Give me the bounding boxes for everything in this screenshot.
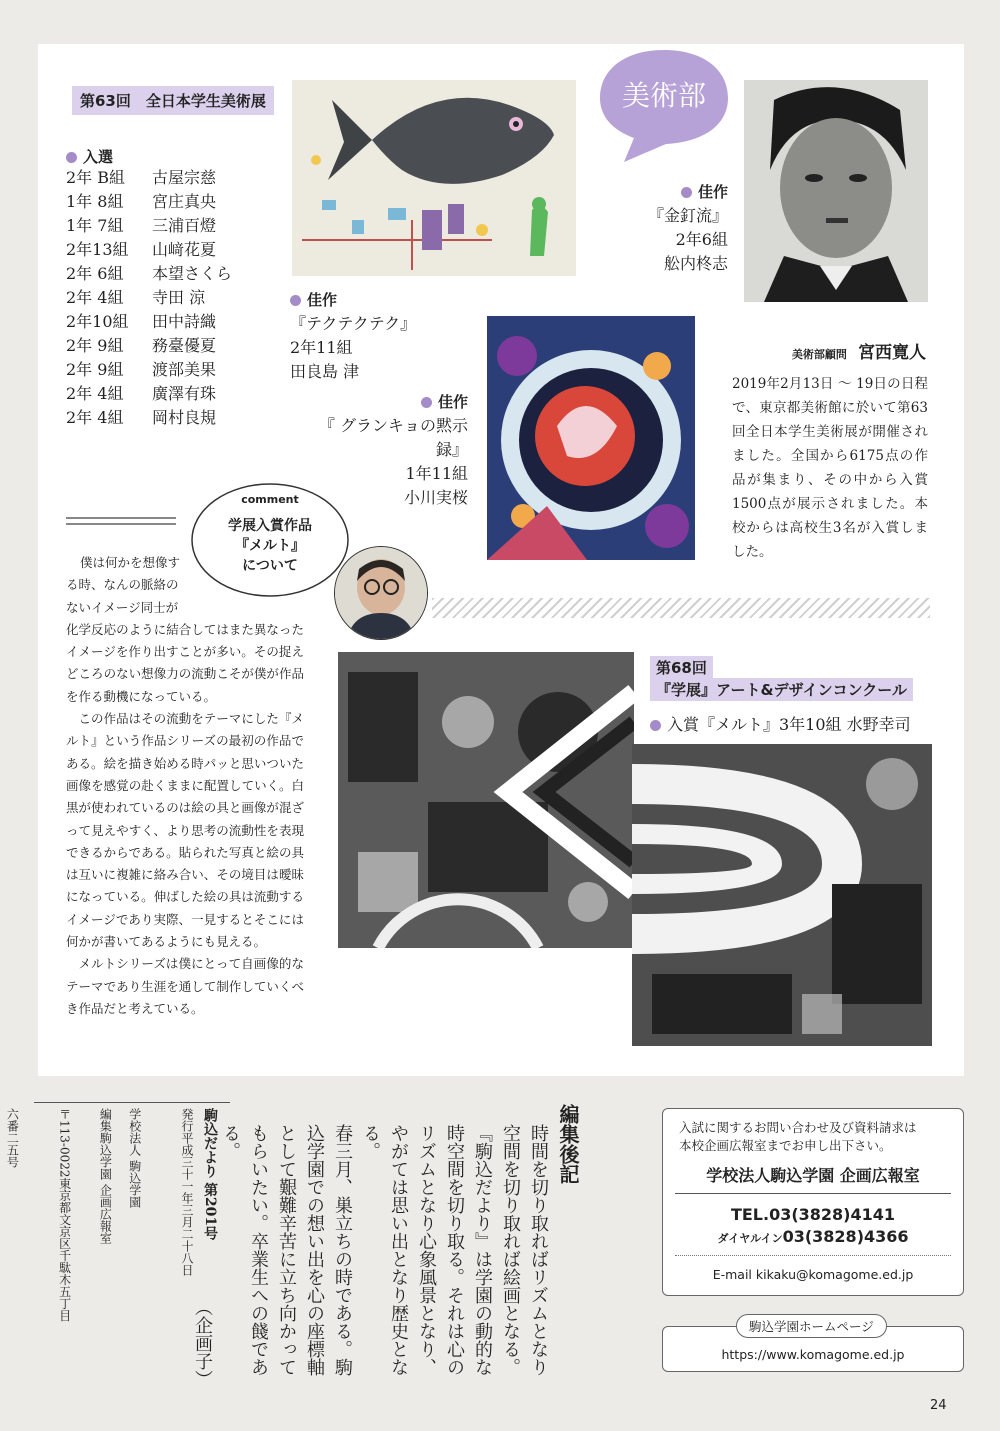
award-label: 佳作 — [307, 291, 338, 309]
artwork-melt-left — [338, 652, 634, 948]
selected-row — [66, 358, 266, 382]
award-tekuteku — [290, 288, 416, 384]
comment-line: る時、なんの脈絡の — [66, 577, 179, 593]
divider — [675, 1255, 951, 1256]
colophon-row — [74, 1108, 115, 1348]
selected-name: 務臺優夏 — [152, 336, 217, 355]
contest-award-text: 入賞『メルト』3年10組 水野幸司 — [667, 715, 911, 734]
contest-title-line1: 第68回 — [650, 656, 713, 679]
selected-class: 1年 7組 — [66, 216, 124, 235]
award-name: 舩内柊志 — [663, 254, 728, 273]
comment-body — [66, 552, 304, 1020]
divider — [66, 517, 176, 525]
artwork-grankyo-image — [487, 316, 695, 560]
selected-name: 寺田 涼 — [152, 288, 206, 307]
selected-name: 本望さくら — [152, 264, 233, 283]
colophon-value: 学校法人 駒込学園 — [127, 1108, 142, 1208]
homepage-url-link[interactable]: https://www.komagome.ed.jp — [721, 1347, 905, 1362]
exhibition-title: 第63回 全日本学生美術展 — [72, 86, 274, 115]
editorial-paragraph: 時間を切り取ればリズムとなり空間を切り取れば絵画となる。『駒込だより』は学園の動的な時空間を切り取る。それは心のリズムとなり心象風景となり、やがては思い出となり歴史となる。 — [360, 1124, 549, 1376]
editorial-paragraph: 春三月、巣立ちの時である。駒込学園での想い出を心の座標軸として艱難辛苦に立ち向かってもらいたい。卒業生への餞である。 — [220, 1124, 353, 1376]
selected-row — [66, 214, 266, 238]
colophon-label: 編集 — [98, 1108, 113, 1132]
comment-line: 僕は何かを想像す — [80, 555, 181, 570]
selected-name: 田中詩織 — [152, 312, 217, 331]
selected-row — [66, 406, 266, 430]
advisor — [770, 338, 926, 363]
selected-class: 2年 6組 — [66, 264, 124, 283]
selected-heading — [66, 146, 113, 167]
colophon-label: 発行 — [180, 1108, 194, 1132]
colophon-value: 平成三十一年三月二十八日 — [180, 1132, 194, 1276]
colophon-row — [0, 1108, 33, 1348]
selected-class: 2年10組 — [66, 312, 129, 331]
selected-name: 廣澤有珠 — [152, 384, 217, 403]
homepage-label: 駒込学園ホームページ — [736, 1314, 887, 1338]
award-class: 2年6組 — [675, 230, 728, 249]
editorial-sign: （企画子） — [192, 1298, 213, 1388]
hatched-divider — [432, 598, 930, 618]
contact-intro-line: 入試に関するお問い合わせ及び資料請求は — [679, 1120, 917, 1135]
comment-paragraph: この作品はその流動をテーマにした『メルト』という作品シリーズの最初の作品である。絵を描き始める時パッと思いついた画像を感覚の赴くままに配置していく。白黒が使われているのは絵の具と画像が混ざって見えやすく、より思考の流動性を表現できるからである。貼られた写真と絵の具は互いに複雑に絡み合い、その境目は曖昧になっている。伸ばした絵の具は流動するイメージであり実際、一見するとそこには何かが書いてあるようにも見える。 — [66, 711, 304, 950]
colophon-row — [114, 1108, 155, 1348]
divider — [675, 1193, 951, 1194]
contact-dial — [663, 1227, 963, 1246]
contact-intro-line: 本校企画広報室までお申し出下さい。 — [679, 1138, 892, 1153]
award-label: 佳作 — [437, 393, 468, 411]
selected-name: 山﨑花夏 — [152, 240, 217, 259]
award-name: 小川実桜 — [403, 488, 468, 507]
artwork-portrait-image — [744, 80, 928, 302]
selected-label: 入選 — [83, 148, 114, 166]
selected-row — [66, 334, 266, 358]
selected-row — [66, 190, 266, 214]
artwork-kanekugiryu-image — [292, 80, 576, 276]
selected-name: 古屋宗慈 — [152, 168, 217, 187]
selected-class: 2年 4組 — [66, 384, 124, 403]
contact-dial-label: ダイヤルイン — [717, 1232, 783, 1245]
colophon-label: 〒113-0022 — [57, 1108, 72, 1178]
colophon-value: 東京都文京区千駄木五丁目 — [57, 1177, 72, 1322]
comment-paragraph: メルトシリーズは僕にとって自画像的なテーマであり生涯を通して制作していくべき作品だと考えている。 — [66, 956, 304, 1016]
selected-class: 2年 9組 — [66, 336, 124, 355]
contest-title-line2: 『学展』アート&デザインコンクール — [650, 678, 913, 701]
page-number: 24 — [930, 1398, 947, 1413]
selected-class: 2年 4組 — [66, 408, 124, 427]
selected-class: 2年 B組 — [66, 168, 126, 187]
comment-tag: comment — [241, 493, 299, 506]
selected-row — [66, 166, 266, 190]
award-work: 『金釘流』 — [647, 206, 728, 225]
bullet-icon — [650, 720, 661, 731]
award-kanekugiryu — [618, 180, 728, 276]
advisor-role: 美術部顧問 — [791, 348, 847, 361]
award-work: 『 グランキョの黙示録』 — [318, 416, 468, 459]
comment-title-line: について — [242, 558, 298, 574]
contact-email-link[interactable]: E-mail kikaku@komagome.ed.jp — [712, 1267, 914, 1282]
selected-row — [66, 238, 266, 262]
award-name: 田良島 津 — [290, 362, 360, 381]
comment-line: ないイメージ同士が — [66, 599, 179, 615]
selected-row — [66, 286, 266, 310]
award-label: 佳作 — [697, 183, 728, 201]
contact-tel: TEL.03(3828)4141 — [730, 1205, 896, 1224]
selected-class: 1年 8組 — [66, 192, 124, 211]
artwork-melt-right — [632, 744, 932, 1046]
colophon-row — [155, 1108, 196, 1348]
colophon-title: 駒込だより 第201号 — [202, 1108, 218, 1241]
selected-class: 2年 4組 — [66, 288, 124, 307]
selected-row — [66, 310, 266, 334]
colophon-rule — [34, 1102, 230, 1103]
advisor-name: 宮西寛人 — [858, 343, 926, 363]
bullet-icon — [290, 295, 301, 306]
selected-name: 岡村良規 — [152, 408, 217, 427]
award-class: 2年11組 — [290, 338, 353, 357]
editorial-heading: 編集後記 — [556, 1104, 580, 1184]
award-class: 1年11組 — [405, 464, 468, 483]
contest-award — [650, 712, 911, 735]
contact-dial-number: 03(3828)4366 — [782, 1227, 909, 1246]
contact-office: 学校法人駒込学園 企画広報室 — [706, 1166, 920, 1185]
colophon-body — [5, 1108, 196, 1348]
award-work: 『テクテクテク』 — [290, 314, 417, 333]
comment-title-line: 学展入賞作品 — [228, 518, 312, 534]
selected-name: 宮庄真央 — [152, 192, 217, 211]
selected-row — [66, 382, 266, 406]
selected-row — [66, 262, 266, 286]
contact-intro — [679, 1119, 917, 1155]
club-bubble — [596, 46, 732, 166]
comment-title-line: 『メルト』 — [235, 538, 305, 554]
selected-class: 2年 9組 — [66, 360, 124, 379]
contact-box — [662, 1108, 964, 1296]
selected-list — [66, 166, 266, 430]
selected-class: 2年13組 — [66, 240, 129, 259]
colophon-value: 駒込学園 企画広報室 — [98, 1132, 113, 1244]
bullet-icon — [421, 397, 432, 408]
colophon-row — [33, 1108, 74, 1348]
bullet-icon — [681, 187, 692, 198]
bullet-icon — [66, 152, 77, 163]
selected-name: 三浦百燈 — [152, 216, 217, 235]
club-name: 美術部 — [621, 79, 706, 112]
author-avatar — [334, 546, 428, 640]
comment-paragraph: 化学反応のように結合してはまた異なったイメージを作り出すことが多い。その捉えどころのない想像力の流動こそが僕が作品を作る動機になっている。 — [66, 621, 304, 704]
club-report: 2019年2月13日 〜 19日の日程で、東京都美術館に於いて第63回全日本学生美術展が開催されました。全国から6175点の作品が集まり、その中から入賞1500点が展示されました。本校からは高校生3名が入賞しました。 — [732, 376, 928, 560]
colophon-value: 六番二五号 — [5, 1108, 20, 1168]
selected-name: 渡部美果 — [152, 360, 217, 379]
